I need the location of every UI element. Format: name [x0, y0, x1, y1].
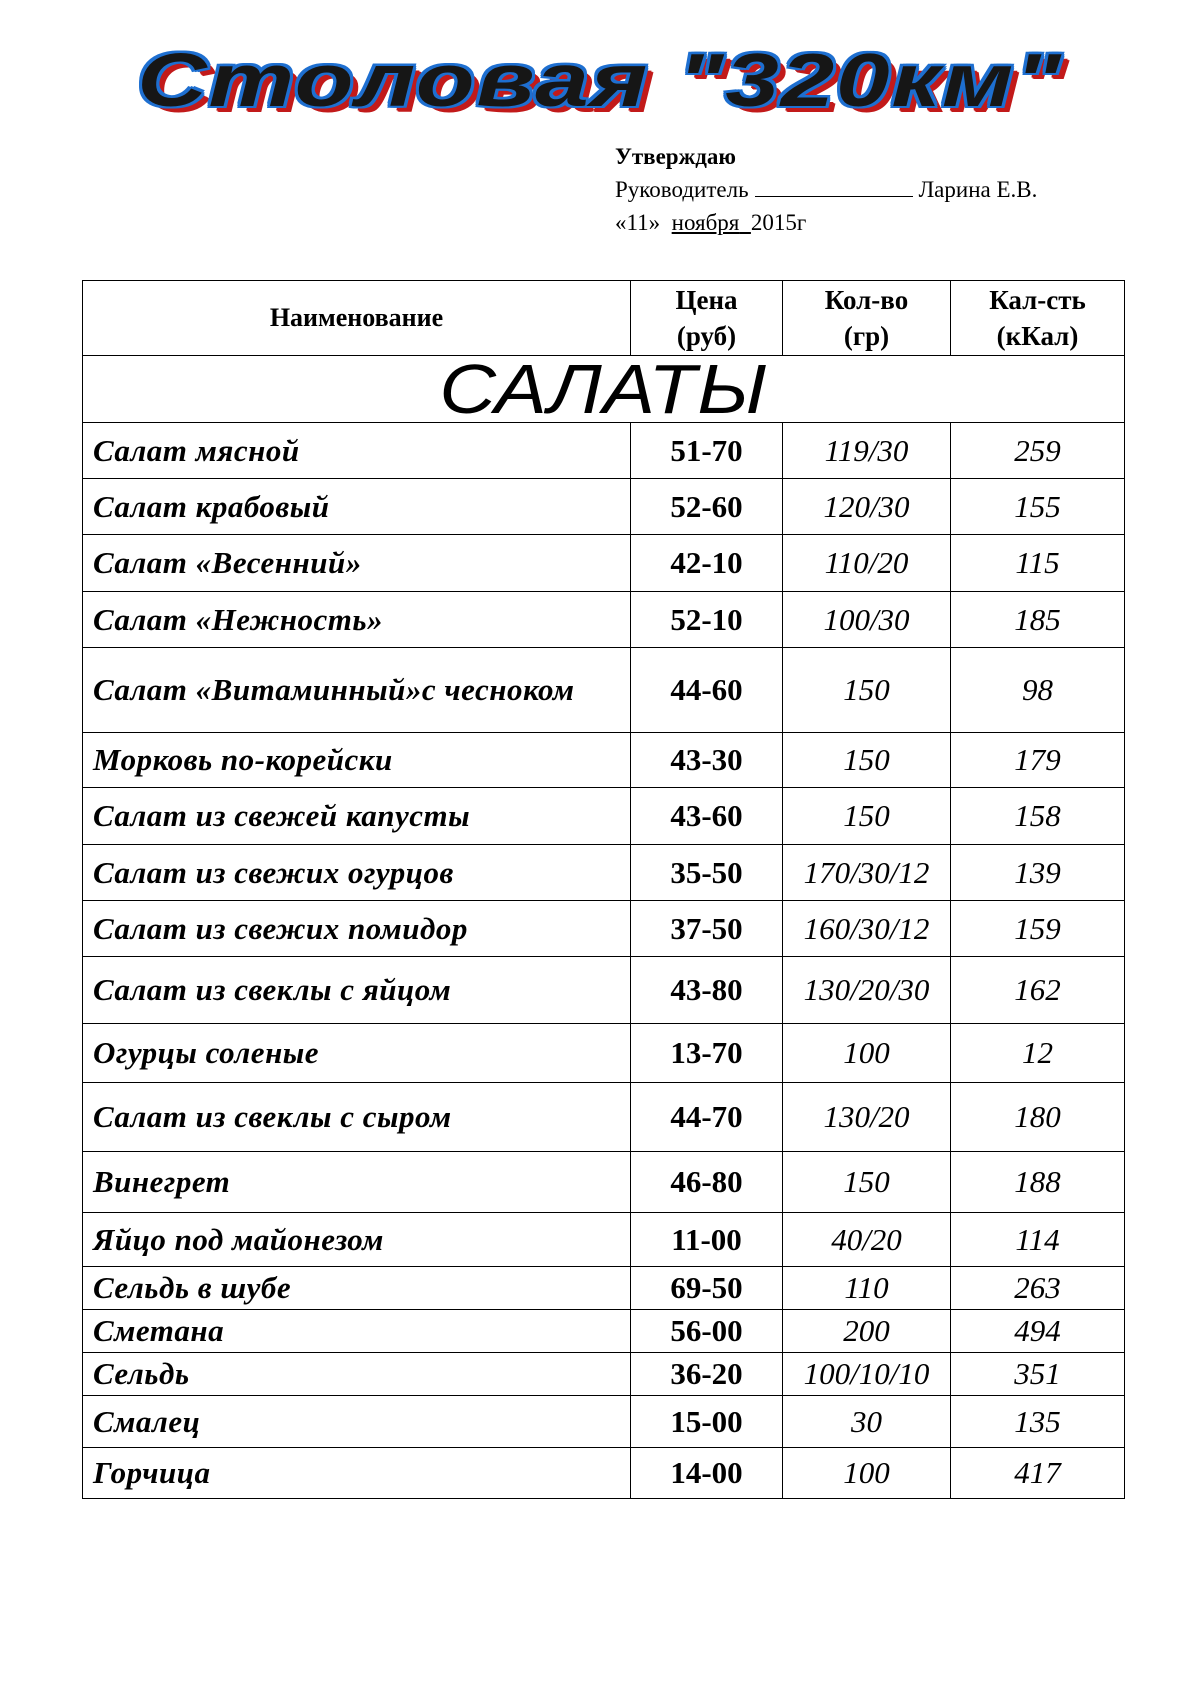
item-price: 52-60	[631, 479, 783, 535]
item-name: Салат из свежей капусты	[83, 788, 631, 845]
item-price: 56-00	[631, 1310, 783, 1353]
item-name: Горчица	[83, 1448, 631, 1499]
item-quantity: 170/30/12	[783, 845, 951, 901]
table-row	[83, 1396, 1125, 1448]
table-row	[83, 592, 1125, 648]
item-calories: 259	[951, 423, 1125, 479]
item-quantity: 100	[783, 1448, 951, 1499]
table-row	[83, 788, 1125, 845]
table-row	[83, 535, 1125, 592]
item-calories: 185	[951, 592, 1125, 648]
item-name: Смалец	[83, 1396, 631, 1448]
section-title: САЛАТЫ	[83, 356, 1125, 423]
approval-block	[615, 140, 1037, 239]
item-name: Салат из свеклы с яйцом	[83, 957, 631, 1024]
item-price: 51-70	[631, 423, 783, 479]
item-name: Салат из свеклы с сыром	[83, 1083, 631, 1152]
approval-role: Руководитель	[615, 177, 749, 202]
item-price: 44-70	[631, 1083, 783, 1152]
item-name: Салат из свежих помидор	[83, 901, 631, 957]
item-quantity: 110	[783, 1267, 951, 1310]
table-row	[83, 1083, 1125, 1152]
item-price: 46-80	[631, 1152, 783, 1213]
item-name: Винегрет	[83, 1152, 631, 1213]
item-calories: 417	[951, 1448, 1125, 1499]
menu-table	[82, 280, 1125, 1499]
approval-date-month: ноября	[671, 210, 740, 235]
table-row	[83, 1152, 1125, 1213]
item-quantity: 120/30	[783, 479, 951, 535]
item-name: Сельдь в шубе	[83, 1267, 631, 1310]
item-price: 35-50	[631, 845, 783, 901]
item-name: Салат «Весенний»	[83, 535, 631, 592]
item-calories: 494	[951, 1310, 1125, 1353]
table-header-row	[83, 281, 1125, 356]
item-quantity: 100	[783, 1024, 951, 1083]
item-calories: 351	[951, 1353, 1125, 1396]
page-title: Столовая "320км"	[137, 38, 1063, 123]
item-calories: 155	[951, 479, 1125, 535]
table-row	[83, 1310, 1125, 1353]
item-price: 69-50	[631, 1267, 783, 1310]
table-row	[83, 648, 1125, 733]
item-price: 15-00	[631, 1396, 783, 1448]
item-price: 52-10	[631, 592, 783, 648]
item-quantity: 130/20	[783, 1083, 951, 1152]
item-calories: 135	[951, 1396, 1125, 1448]
signature-blank	[755, 176, 913, 197]
item-calories: 139	[951, 845, 1125, 901]
item-name: Сметана	[83, 1310, 631, 1353]
item-quantity: 150	[783, 648, 951, 733]
column-header-price: Цена (руб)	[631, 281, 783, 356]
item-calories: 162	[951, 957, 1125, 1024]
table-row	[83, 957, 1125, 1024]
item-price: 37-50	[631, 901, 783, 957]
item-quantity: 130/20/30	[783, 957, 951, 1024]
item-price: 36-20	[631, 1353, 783, 1396]
item-calories: 12	[951, 1024, 1125, 1083]
item-price: 13-70	[631, 1024, 783, 1083]
item-quantity: 119/30	[783, 423, 951, 479]
table-row	[83, 733, 1125, 788]
item-price: 43-60	[631, 788, 783, 845]
column-header-kcal: Кал-сть (кКал)	[951, 281, 1125, 356]
item-price: 14-00	[631, 1448, 783, 1499]
item-quantity: 110/20	[783, 535, 951, 592]
item-quantity: 100/10/10	[783, 1353, 951, 1396]
item-calories: 115	[951, 535, 1125, 592]
item-name: Салат из свежих огурцов	[83, 845, 631, 901]
table-row	[83, 1353, 1125, 1396]
table-row	[83, 1213, 1125, 1267]
item-quantity: 100/30	[783, 592, 951, 648]
table-row	[83, 1448, 1125, 1499]
table-row	[83, 1267, 1125, 1310]
item-quantity: 160/30/12	[783, 901, 951, 957]
item-calories: 114	[951, 1213, 1125, 1267]
table-row	[83, 845, 1125, 901]
item-price: 11-00	[631, 1213, 783, 1267]
section-title-row	[83, 356, 1125, 423]
column-header-name: Наименование	[83, 281, 631, 356]
item-name: Салат крабовый	[83, 479, 631, 535]
approval-heading: Утверждаю	[615, 144, 736, 169]
table-row	[83, 901, 1125, 957]
column-header-qty: Кол-во (гр)	[783, 281, 951, 356]
item-price: 42-10	[631, 535, 783, 592]
approval-signature-line	[615, 173, 1037, 206]
item-calories: 180	[951, 1083, 1125, 1152]
table-row	[83, 1024, 1125, 1083]
item-quantity: 150	[783, 788, 951, 845]
item-name: Огурцы соленые	[83, 1024, 631, 1083]
item-quantity: 30	[783, 1396, 951, 1448]
approval-date-day: «11»	[615, 210, 661, 235]
item-calories: 188	[951, 1152, 1125, 1213]
item-name: Салат «Витаминный»с чесноком	[83, 648, 631, 733]
item-name: Сельдь	[83, 1353, 631, 1396]
item-quantity: 200	[783, 1310, 951, 1353]
approval-name: Ларина Е.В.	[918, 177, 1038, 202]
approval-date	[615, 206, 1037, 239]
item-calories: 98	[951, 648, 1125, 733]
item-name: Яйцо под майонезом	[83, 1213, 631, 1267]
item-name: Морковь по-корейски	[83, 733, 631, 788]
item-calories: 263	[951, 1267, 1125, 1310]
item-price: 43-80	[631, 957, 783, 1024]
item-name: Салат «Нежность»	[83, 592, 631, 648]
item-price: 44-60	[631, 648, 783, 733]
item-calories: 159	[951, 901, 1125, 957]
approval-date-year: 2015г	[750, 210, 807, 235]
item-quantity: 150	[783, 733, 951, 788]
item-quantity: 40/20	[783, 1213, 951, 1267]
item-calories: 158	[951, 788, 1125, 845]
item-name: Салат мясной	[83, 423, 631, 479]
item-price: 43-30	[631, 733, 783, 788]
item-quantity: 150	[783, 1152, 951, 1213]
item-calories: 179	[951, 733, 1125, 788]
table-row	[83, 479, 1125, 535]
table-row	[83, 423, 1125, 479]
